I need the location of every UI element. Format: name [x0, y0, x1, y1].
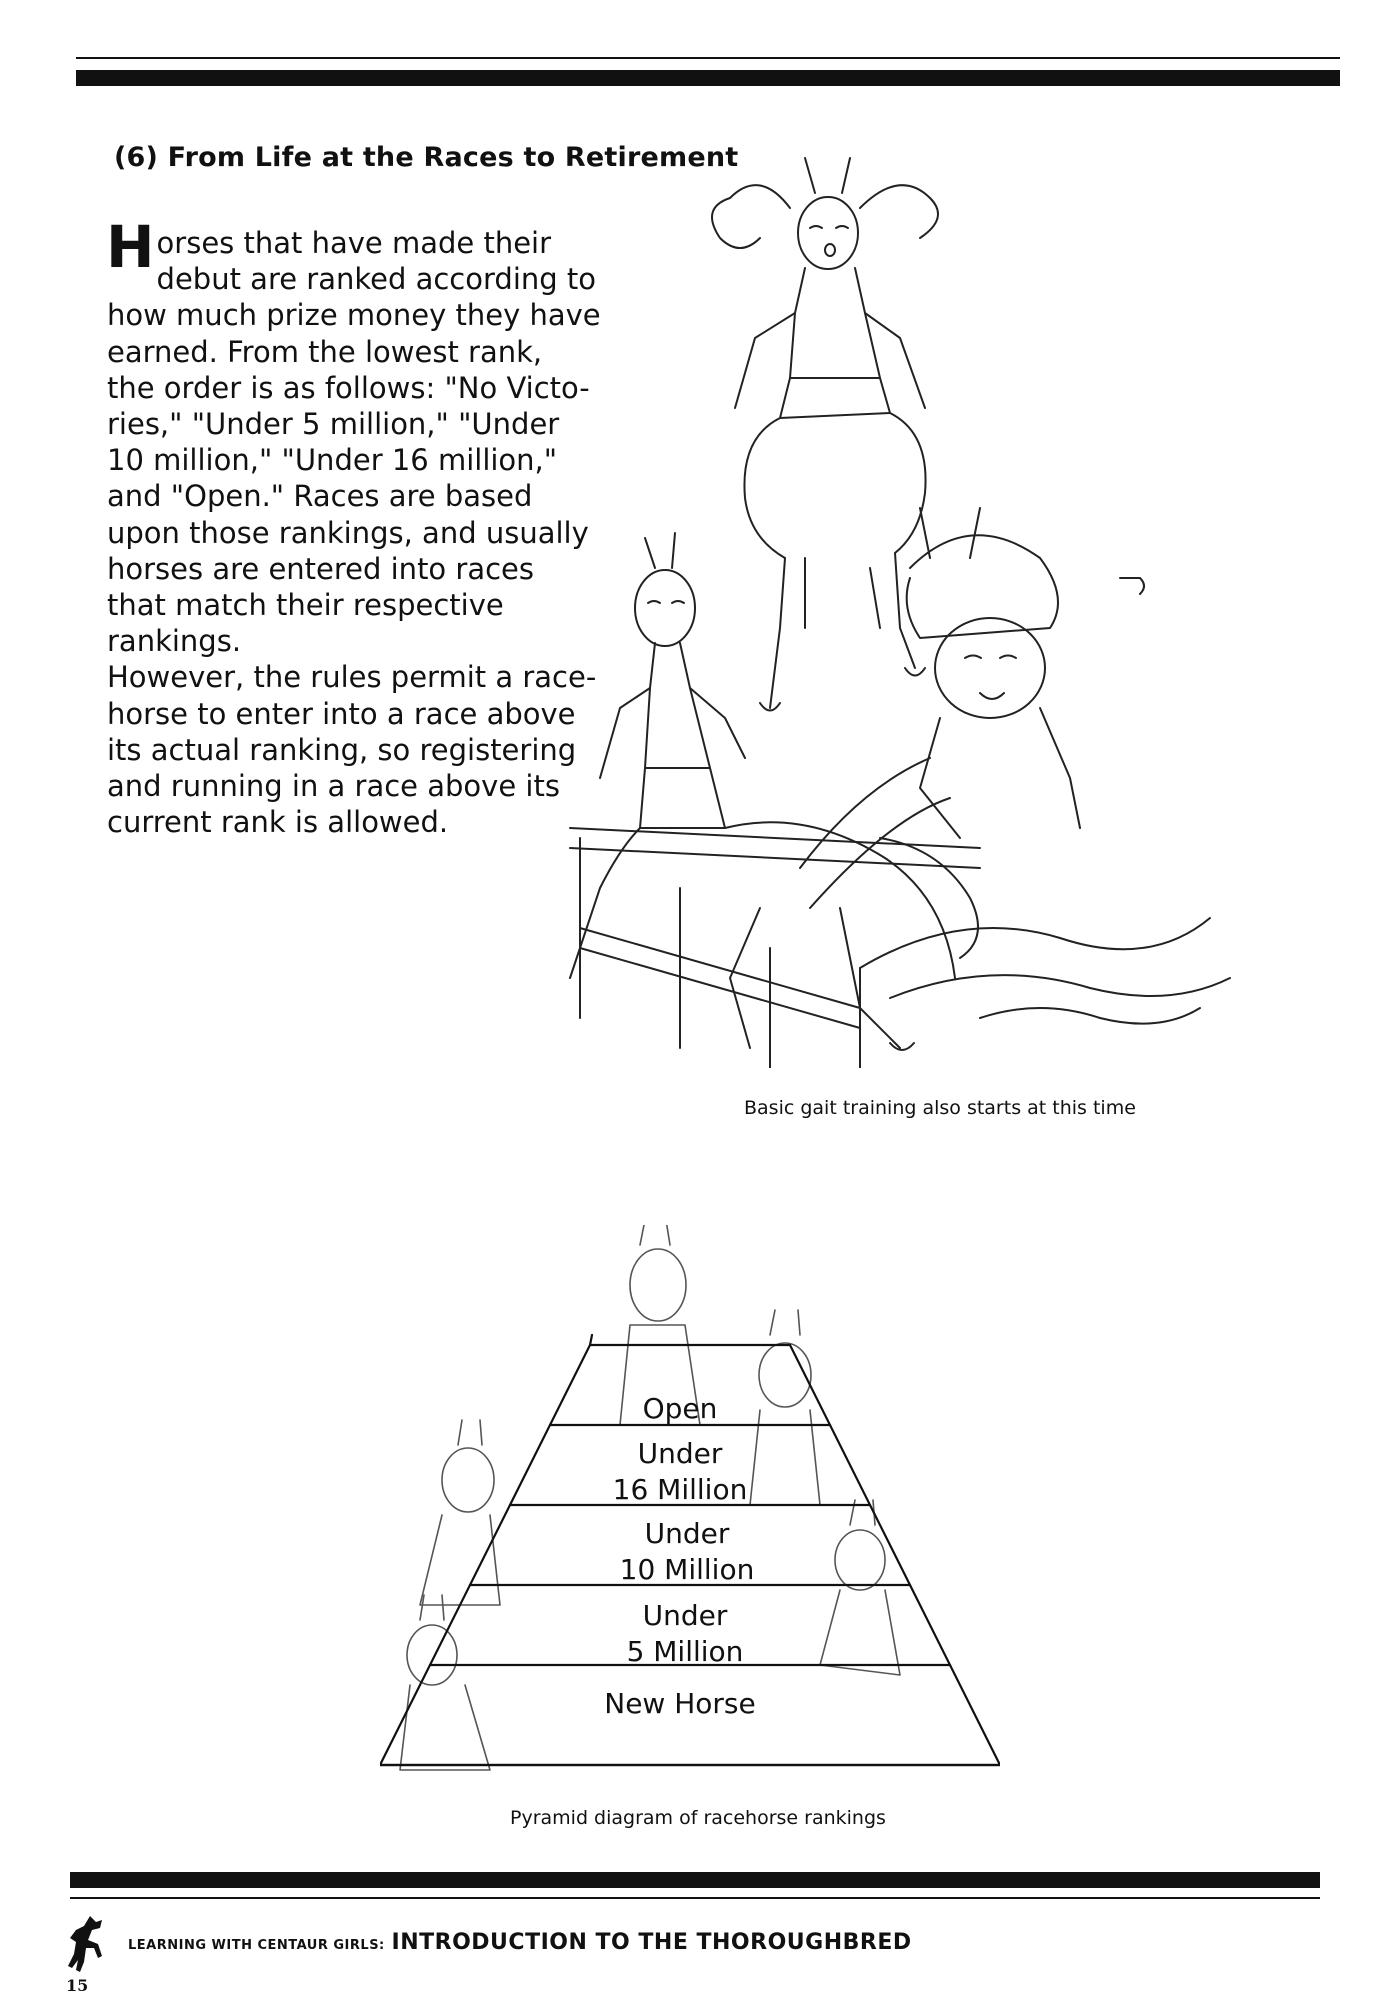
tier-label-under-16-line1: Under: [637, 1437, 723, 1470]
bottom-rule-thin: [70, 1897, 1320, 1899]
body-line: earned. From the lowest rank,: [107, 334, 543, 369]
tier-label-open: Open: [642, 1392, 718, 1425]
top-rule-thick: [76, 70, 1340, 86]
body-line: However, the rules permit a race-: [107, 660, 597, 695]
body-line: rankings.: [107, 624, 242, 659]
footer-series-title: [128, 1930, 912, 1955]
body-line: the order is as follows: "No Victo-: [107, 370, 590, 405]
training-illustration: [560, 148, 1280, 1068]
body-line: and "Open." Races are based: [107, 479, 533, 514]
body-line: ries," "Under 5 million," "Under: [107, 407, 560, 442]
section-heading: (6) From Life at the Races to Retirement: [114, 142, 739, 173]
girl-swimming-drawing: [800, 508, 1230, 1024]
page-number: 15: [66, 1976, 89, 1995]
body-line: current rank is allowed.: [107, 805, 449, 840]
bottom-rule-thick: [70, 1872, 1320, 1888]
body-line: 10 million," "Under 16 million,": [107, 443, 558, 478]
body-text: [106, 213, 601, 840]
footer-series-big: INTRODUCTION TO THE THOROUGHBRED: [391, 1930, 912, 1955]
centaur-cantering-drawing: [570, 533, 978, 1050]
ranking-pyramid: [380, 1225, 1000, 1795]
tier-label-under-5-line2: 5 Million: [626, 1635, 744, 1668]
body-line: orses that have made their: [156, 226, 552, 260]
training-caption: Basic gait training also starts at this time: [744, 1097, 1136, 1119]
fence-drawing: [570, 828, 980, 1068]
rearing-horse-icon: [62, 1912, 112, 1978]
tier-label-new-horse: New Horse: [604, 1687, 756, 1720]
body-line: how much prize money they have: [107, 298, 601, 333]
tier-label-under-5-line1: Under: [642, 1599, 728, 1632]
body-line: horses are entered into races: [107, 551, 534, 586]
pyramid-caption: Pyramid diagram of racehorse rankings: [510, 1807, 886, 1829]
body-line: its actual ranking, so registering: [107, 732, 577, 767]
tier-label-under-16-line2: 16 Million: [612, 1473, 748, 1506]
body-line: that match their respective: [107, 588, 504, 623]
body-line: horse to enter into a race above: [107, 696, 576, 731]
centaur-running-drawing: [712, 158, 938, 711]
drop-cap: H: [106, 213, 155, 281]
footer-series-small: LEARNING WITH CENTAUR GIRLS:: [128, 1938, 385, 1953]
tier-label-under-10-line2: 10 Million: [619, 1553, 755, 1586]
top-rule-thin: [76, 57, 1340, 59]
body-line: and running in a race above its: [107, 769, 560, 804]
tier-label-under-10-line1: Under: [644, 1517, 730, 1550]
body-line: upon those rankings, and usually: [107, 515, 589, 550]
body-line: debut are ranked according to: [156, 262, 596, 297]
